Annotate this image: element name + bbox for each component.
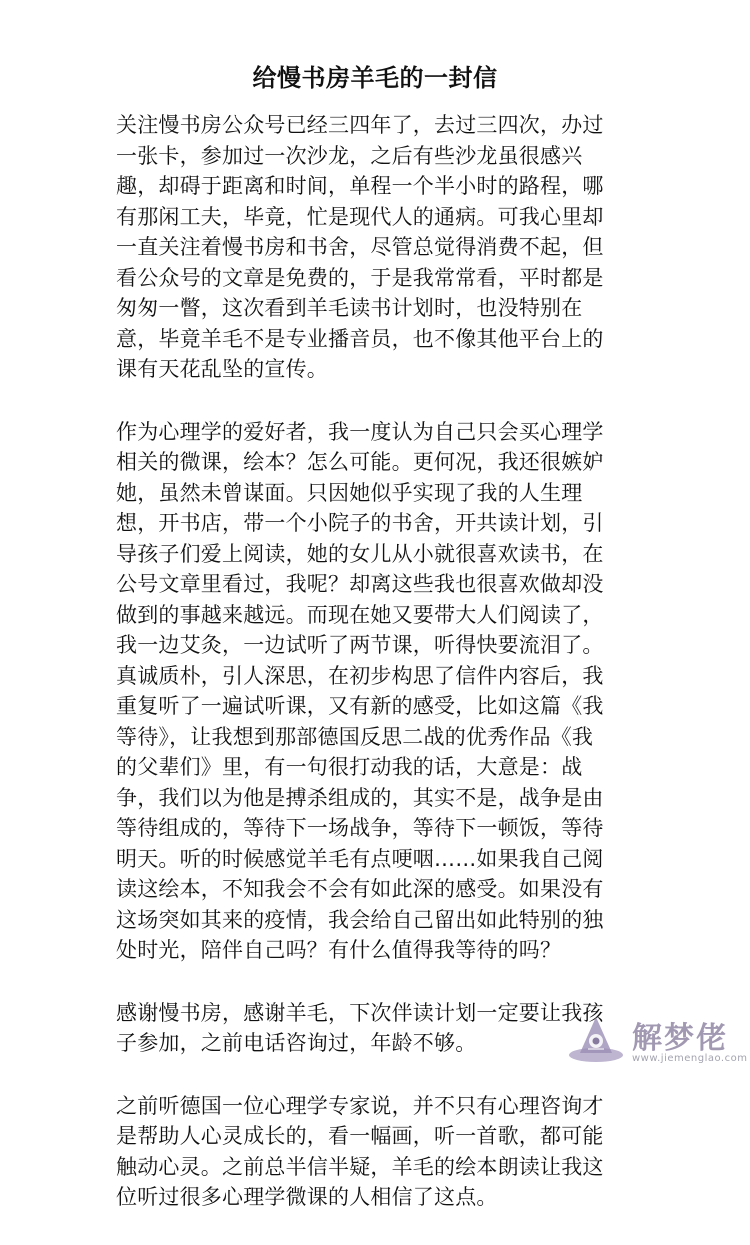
wizard-hat-icon [566, 1011, 626, 1071]
paragraph-line: 的父辈们》里，有一句很打动我的话，大意是：战 [116, 755, 583, 779]
paragraph-line: 趣，却碍于距离和时间，单程一个半小时的路程，哪 [116, 174, 604, 198]
paragraph-line: 一直关注着慢书房和书舍，尽管总觉得消费不起，但 [116, 235, 604, 259]
paragraph-line: 作为心理学的爱好者，我一度认为自己只会买心理学 [116, 419, 604, 444]
paragraph-line: 等待》，让我想到那部德国反思二战的优秀作品《我 [116, 724, 594, 749]
document-title: 给慢书房羊毛的一封信 [252, 64, 498, 92]
watermark-url: www.jiemenglao.com [632, 1053, 748, 1064]
paragraph-line: 一张卡，参加过一次沙龙，之后有些沙龙虽很感兴 [116, 143, 583, 168]
paragraph-line: 之前听德国一位心理学专家说，并不只有心理咨询才 [116, 1093, 604, 1118]
paragraph-line: 是帮助人心灵成长的，看一幅画，听一首歌，都可能 [116, 1124, 604, 1148]
paragraph-line: 有那闲工夫，毕竟，忙是现代人的通病。可我心里却 [116, 204, 604, 229]
paragraph-line: 我一边艾灸，一边试听了两节课，听得快要流泪了。 [116, 633, 604, 657]
paragraph-line: 读这绘本，不知我会不会有如此深的感受。如果没有 [116, 877, 604, 901]
paragraph-line: 课有天花乱坠的宣传。 [116, 357, 328, 381]
paragraph-line: 相关的微课，绘本？怎么可能。更何况，我还很嫉妒 [116, 450, 604, 474]
paragraph-line: 她，虽然未曾谋面。只因她似乎实现了我的人生理 [116, 480, 583, 505]
paragraph-line: 公号文章里看过，我呢？却离这些我也很喜欢做却没 [116, 572, 604, 596]
paragraph-line: 这场突如其来的疫情，我会给自己留出如此特别的独 [116, 907, 604, 932]
paragraph-line: 位听过很多心理学微课的人相信了这点。 [116, 1185, 498, 1209]
paragraph-line: 关注慢书房公众号已经三四年了，去过三四次，办过 [116, 113, 604, 137]
paragraph-line: 等待组成的，等待下一场战争，等待下一顿饭，等待 [116, 816, 604, 840]
paragraph-line: 真诚质朴，引人深思，在初步构思了信件内容后，我 [116, 663, 604, 688]
paragraph-line: 子参加，之前电话咨询过，年龄不够。 [116, 1031, 477, 1055]
paragraph-line: 感谢慢书房，感谢羊毛，下次伴读计划一定要让我孩 [116, 1000, 604, 1025]
document-body [116, 110, 644, 1245]
paragraph [116, 998, 644, 1059]
watermark-name: 解梦佬 [632, 1021, 728, 1056]
paragraph [116, 1091, 644, 1213]
paragraph-line: 处时光，陪伴自己吗？有什么值得我等待的吗？ [116, 938, 562, 962]
paragraph-line: 匆匆一瞥，这次看到羊毛读书计划时，也没特别在 [116, 296, 583, 320]
paragraph-line: 做到的事越来越远。而现在她又要带大人们阅读了， [116, 602, 604, 627]
paragraph-line: 意，毕竟羊毛不是专业播音员，也不像其他平台上的 [116, 326, 604, 351]
paragraph-line: 重复听了一遍试听课，又有新的感受，比如这篇《我 [116, 694, 604, 718]
paragraph-line: 触动心灵。之前总半信半疑，羊毛的绘本朗读让我这 [116, 1154, 604, 1179]
paragraph [116, 110, 644, 385]
watermark [566, 1007, 748, 1077]
paragraph-line: 明天。听的时候感觉羊毛有点哽咽……如果我自己阅 [116, 846, 604, 871]
paragraph-line: 看公众号的文章是免费的，于是我常常看，平时都是 [116, 265, 604, 290]
paragraph-line: 导孩子们爱上阅读，她的女儿从小就很喜欢读书，在 [116, 541, 604, 566]
paragraph-line: 想，开书店，带一个小院子的书舍，开共读计划，引 [116, 511, 604, 535]
paragraph [116, 417, 644, 966]
paragraph-line: 争，我们以为他是搏杀组成的，其实不是，战争是由 [116, 785, 604, 810]
